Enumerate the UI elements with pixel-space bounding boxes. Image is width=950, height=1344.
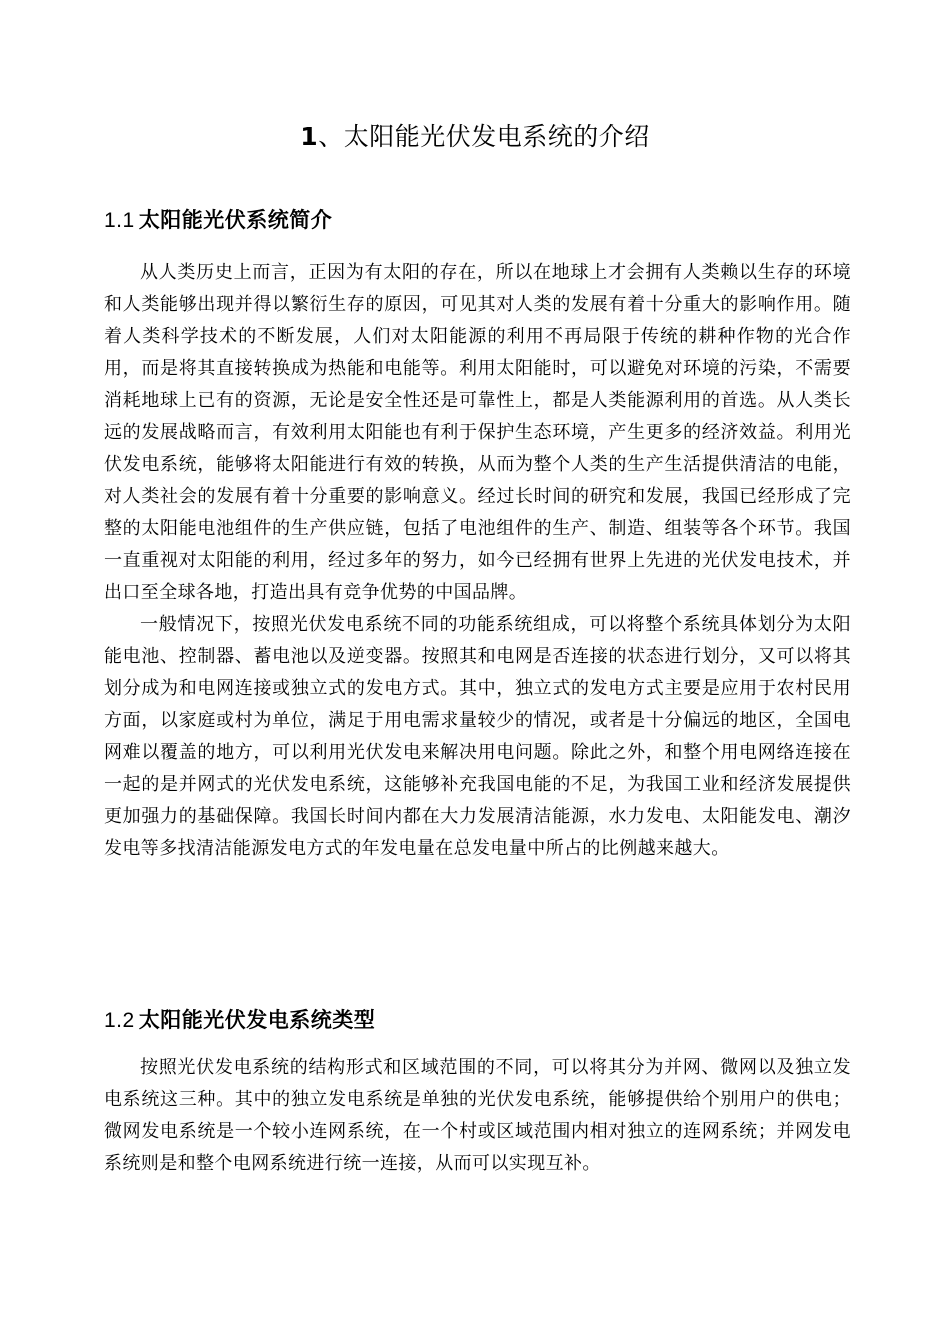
- paragraph: 按照光伏发电系统的结构形式和区域范围的不同，可以将其分为并网、微网以及独立发电系统这三种。其中的独立发电系统是单独的光伏发电系统，能够提供给个别用户的供电；微网发电系统是一个较小连网系统，在一个村或区域范围内相对独立的连网系统；并网发电系统则是和整个电网系统进行统一连接，从而可以实现互补。: [104, 1057, 851, 1174]
- section-body-1-2: [104, 1052, 851, 1180]
- section-heading-text: 太阳能光伏发电系统类型: [138, 1008, 376, 1032]
- section-body-1-1: [104, 257, 851, 865]
- section-heading-text: 太阳能光伏系统简介: [138, 208, 333, 232]
- section-number: 1.2: [104, 1009, 135, 1032]
- paragraph: 一般情况下，按照光伏发电系统不同的功能系统组成，可以将整个系统具体划分为太阳能电池、控制器、蓄电池以及逆变器。按照其和电网是否连接的状态进行划分，又可以将其划分成为和电网连接或独立式的发电方式。其中，独立式的发电方式主要是应用于农村民用方面，以家庭或村为单位，满足于用电需求量较少的情况，或者是十分偏远的地区，全国电网难以覆盖的地方，可以利用光伏发电来解决用电问题。除此之外，和整个用电网络连接在一起的是并网式的光伏发电系统，这能够补充我国电能的不足，为我国工业和经济发展提供更加强力的基础保障。我国长时间内都在大力发展清洁能源，水力发电、太阳能发电、潮汐发电等多找清洁能源发电方式的年发电量在总发电量中所占的比例越来越大。: [104, 614, 851, 859]
- section-heading-1-2: [104, 1005, 375, 1036]
- title-text: 、太阳能光伏发电系统的介绍: [318, 122, 650, 151]
- section-number: 1.1: [104, 209, 135, 232]
- section-heading-1-1: [104, 205, 332, 236]
- title-number: 1: [300, 122, 319, 151]
- page-title: [0, 118, 950, 156]
- paragraph: 从人类历史上而言，正因为有太阳的存在，所以在地球上才会拥有人类赖以生存的环境和人类能够出现并得以繁衍生存的原因，可见其对人类的发展有着十分重大的影响作用。随着人类科学技术的不断发展，人们对太阳能源的利用不再局限于传统的耕种作物的光合作用，而是将其直接转换成为热能和电能等。利用太阳能时，可以避免对环境的污染，不需要消耗地球上已有的资源，无论是安全性还是可靠性上，都是人类能源利用的首选。从人类长远的发展战略而言，有效利用太阳能也有利于保护生态环境，产生更多的经济效益。利用光伏发电系统，能够将太阳能进行有效的转换，从而为整个人类的生产生活提供清洁的电能，对人类社会的发展有着十分重要的影响意义。经过长时间的研究和发展，我国已经形成了完整的太阳能电池组件的生产供应链，包括了电池组件的生产、制造、组装等各个环节。我国一直重视对太阳能的利用，经过多年的努力，如今已经拥有世界上先进的光伏发电技术，并出口至全球各地，打造出具有竞争优势的中国品牌。: [104, 262, 851, 603]
